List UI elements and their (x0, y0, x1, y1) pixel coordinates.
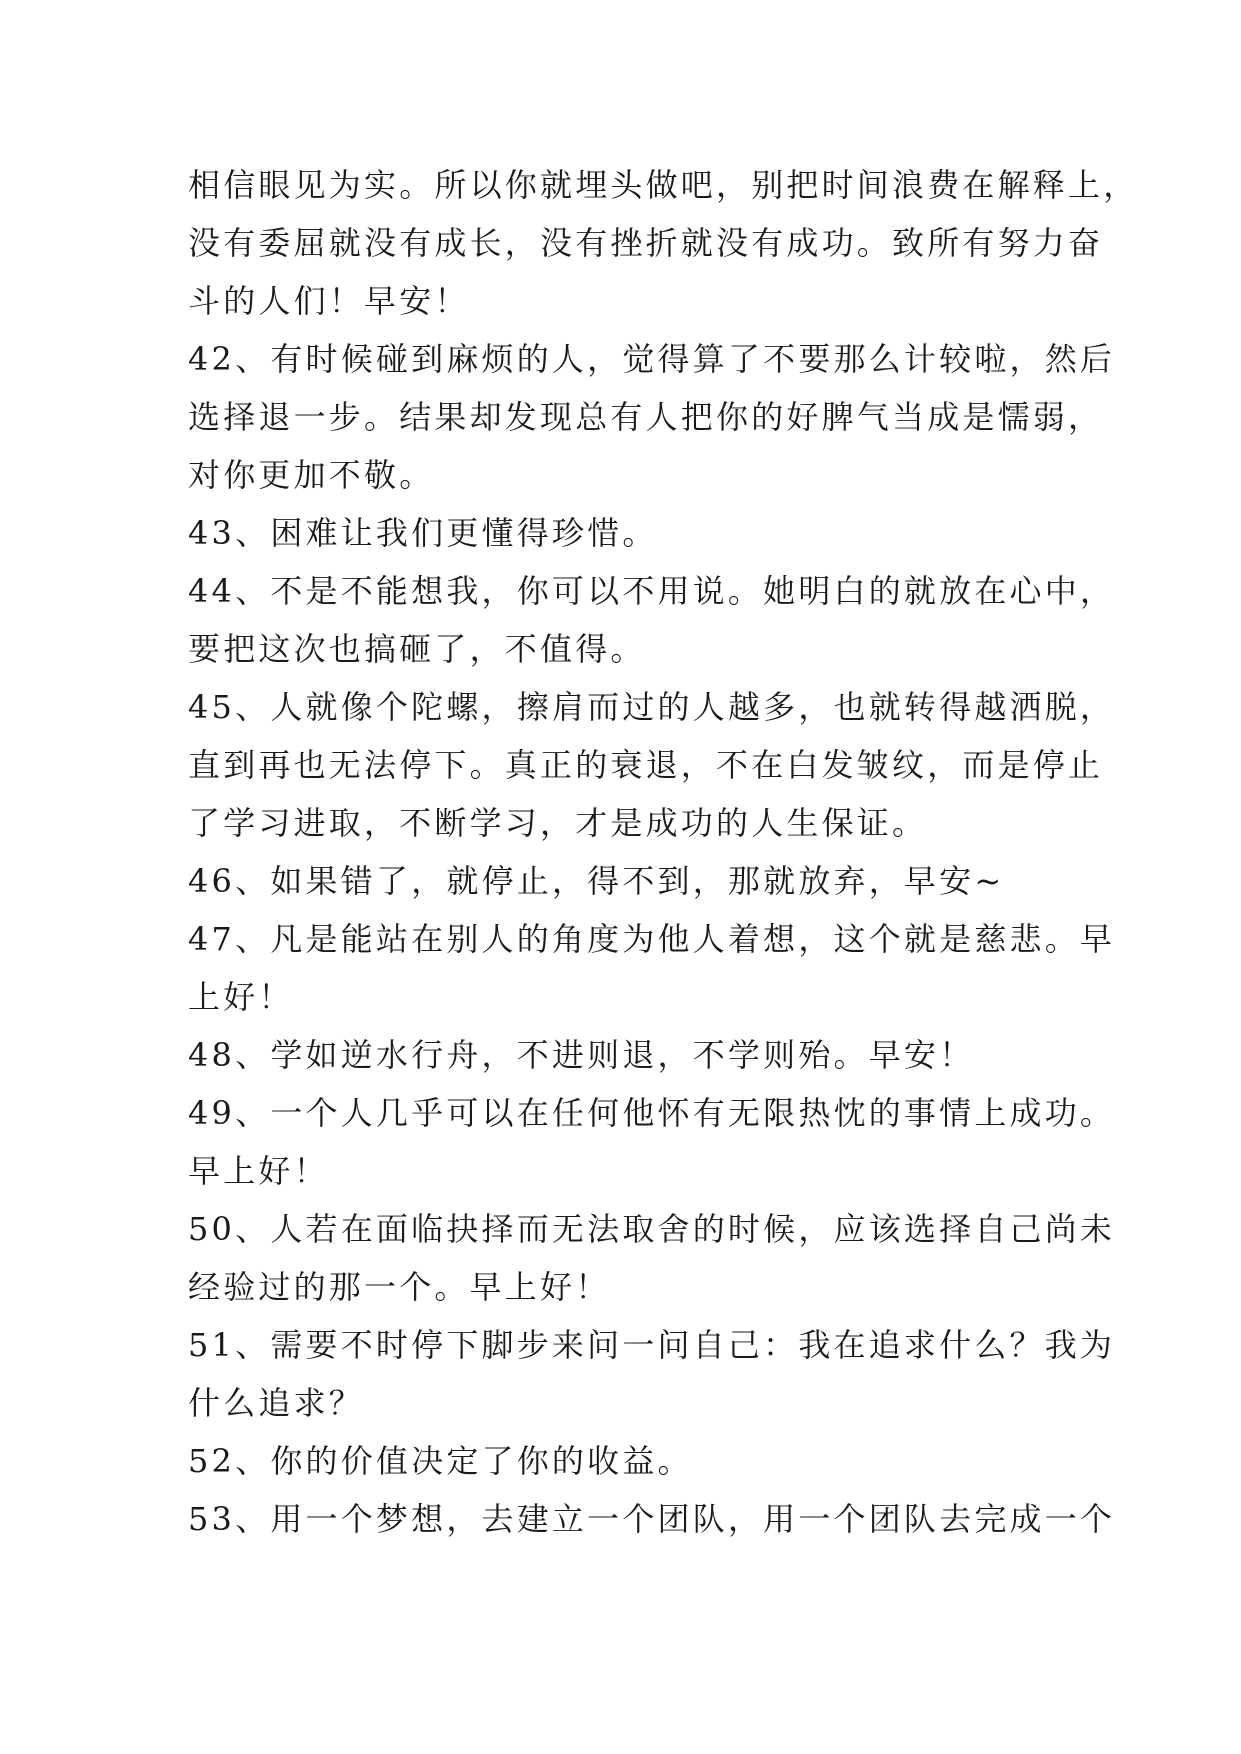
text-line: 经验过的那一个。早上好！ (188, 1268, 611, 1306)
text-line: 49、一个人几乎可以在任何他怀有无限热忱的事情上成功。 (188, 1094, 1116, 1132)
text-line: 46、如果错了，就停止，得不到，那就放弃，早安~ (188, 862, 1005, 900)
text-line: 48、学如逆水行舟，不进则退，不学则殆。早安！ (188, 1036, 975, 1074)
text-line: 直到再也无法停下。真正的衰退，不在白发皱纹，而是停止 (188, 746, 1104, 784)
text-line: 53、用一个梦想，去建立一个团队，用一个团队去完成一个 (188, 1500, 1116, 1538)
text-line: 要把这次也搞砸了，不值得。 (188, 630, 646, 668)
text-line: 43、困难让我们更懂得珍惜。 (188, 514, 658, 552)
text-line: 没有委屈就没有成长，没有挫折就没有成功。致所有努力奋 (188, 224, 1104, 262)
text-line: 对你更加不敬。 (188, 456, 435, 494)
text-line: 42、有时候碰到麻烦的人，觉得算了不要那么计较啦，然后 (188, 340, 1116, 378)
text-line: 早上好！ (188, 1152, 329, 1190)
text-line: 选择退一步。结果却发现总有人把你的好脾气当成是懦弱， (188, 398, 1104, 436)
document-body (188, 156, 1139, 1548)
text-line: 斗的人们！早安！ (188, 282, 470, 320)
text-line: 52、你的价值决定了你的收益。 (188, 1442, 693, 1480)
text-line: 51、需要不时停下脚步来问一问自己：我在追求什么？我为 (188, 1326, 1116, 1364)
text-line: 了学习进取，不断学习，才是成功的人生保证。 (188, 804, 928, 842)
text-line: 50、人若在面临抉择而无法取舍的时候，应该选择自己尚未 (188, 1210, 1116, 1248)
text-line: 相信眼见为实。所以你就埋头做吧，别把时间浪费在解释上， (188, 166, 1139, 204)
text-line: 什么追求？ (188, 1384, 365, 1422)
text-line: 45、人就像个陀螺，擦肩而过的人越多，也就转得越洒脱， (188, 688, 1116, 726)
text-line: 44、不是不能想我，你可以不用说。她明白的就放在心中， (188, 572, 1116, 610)
text-line: 47、凡是能站在别人的角度为他人着想，这个就是慈悲。早 (188, 920, 1116, 958)
text-line: 上好！ (188, 978, 294, 1016)
